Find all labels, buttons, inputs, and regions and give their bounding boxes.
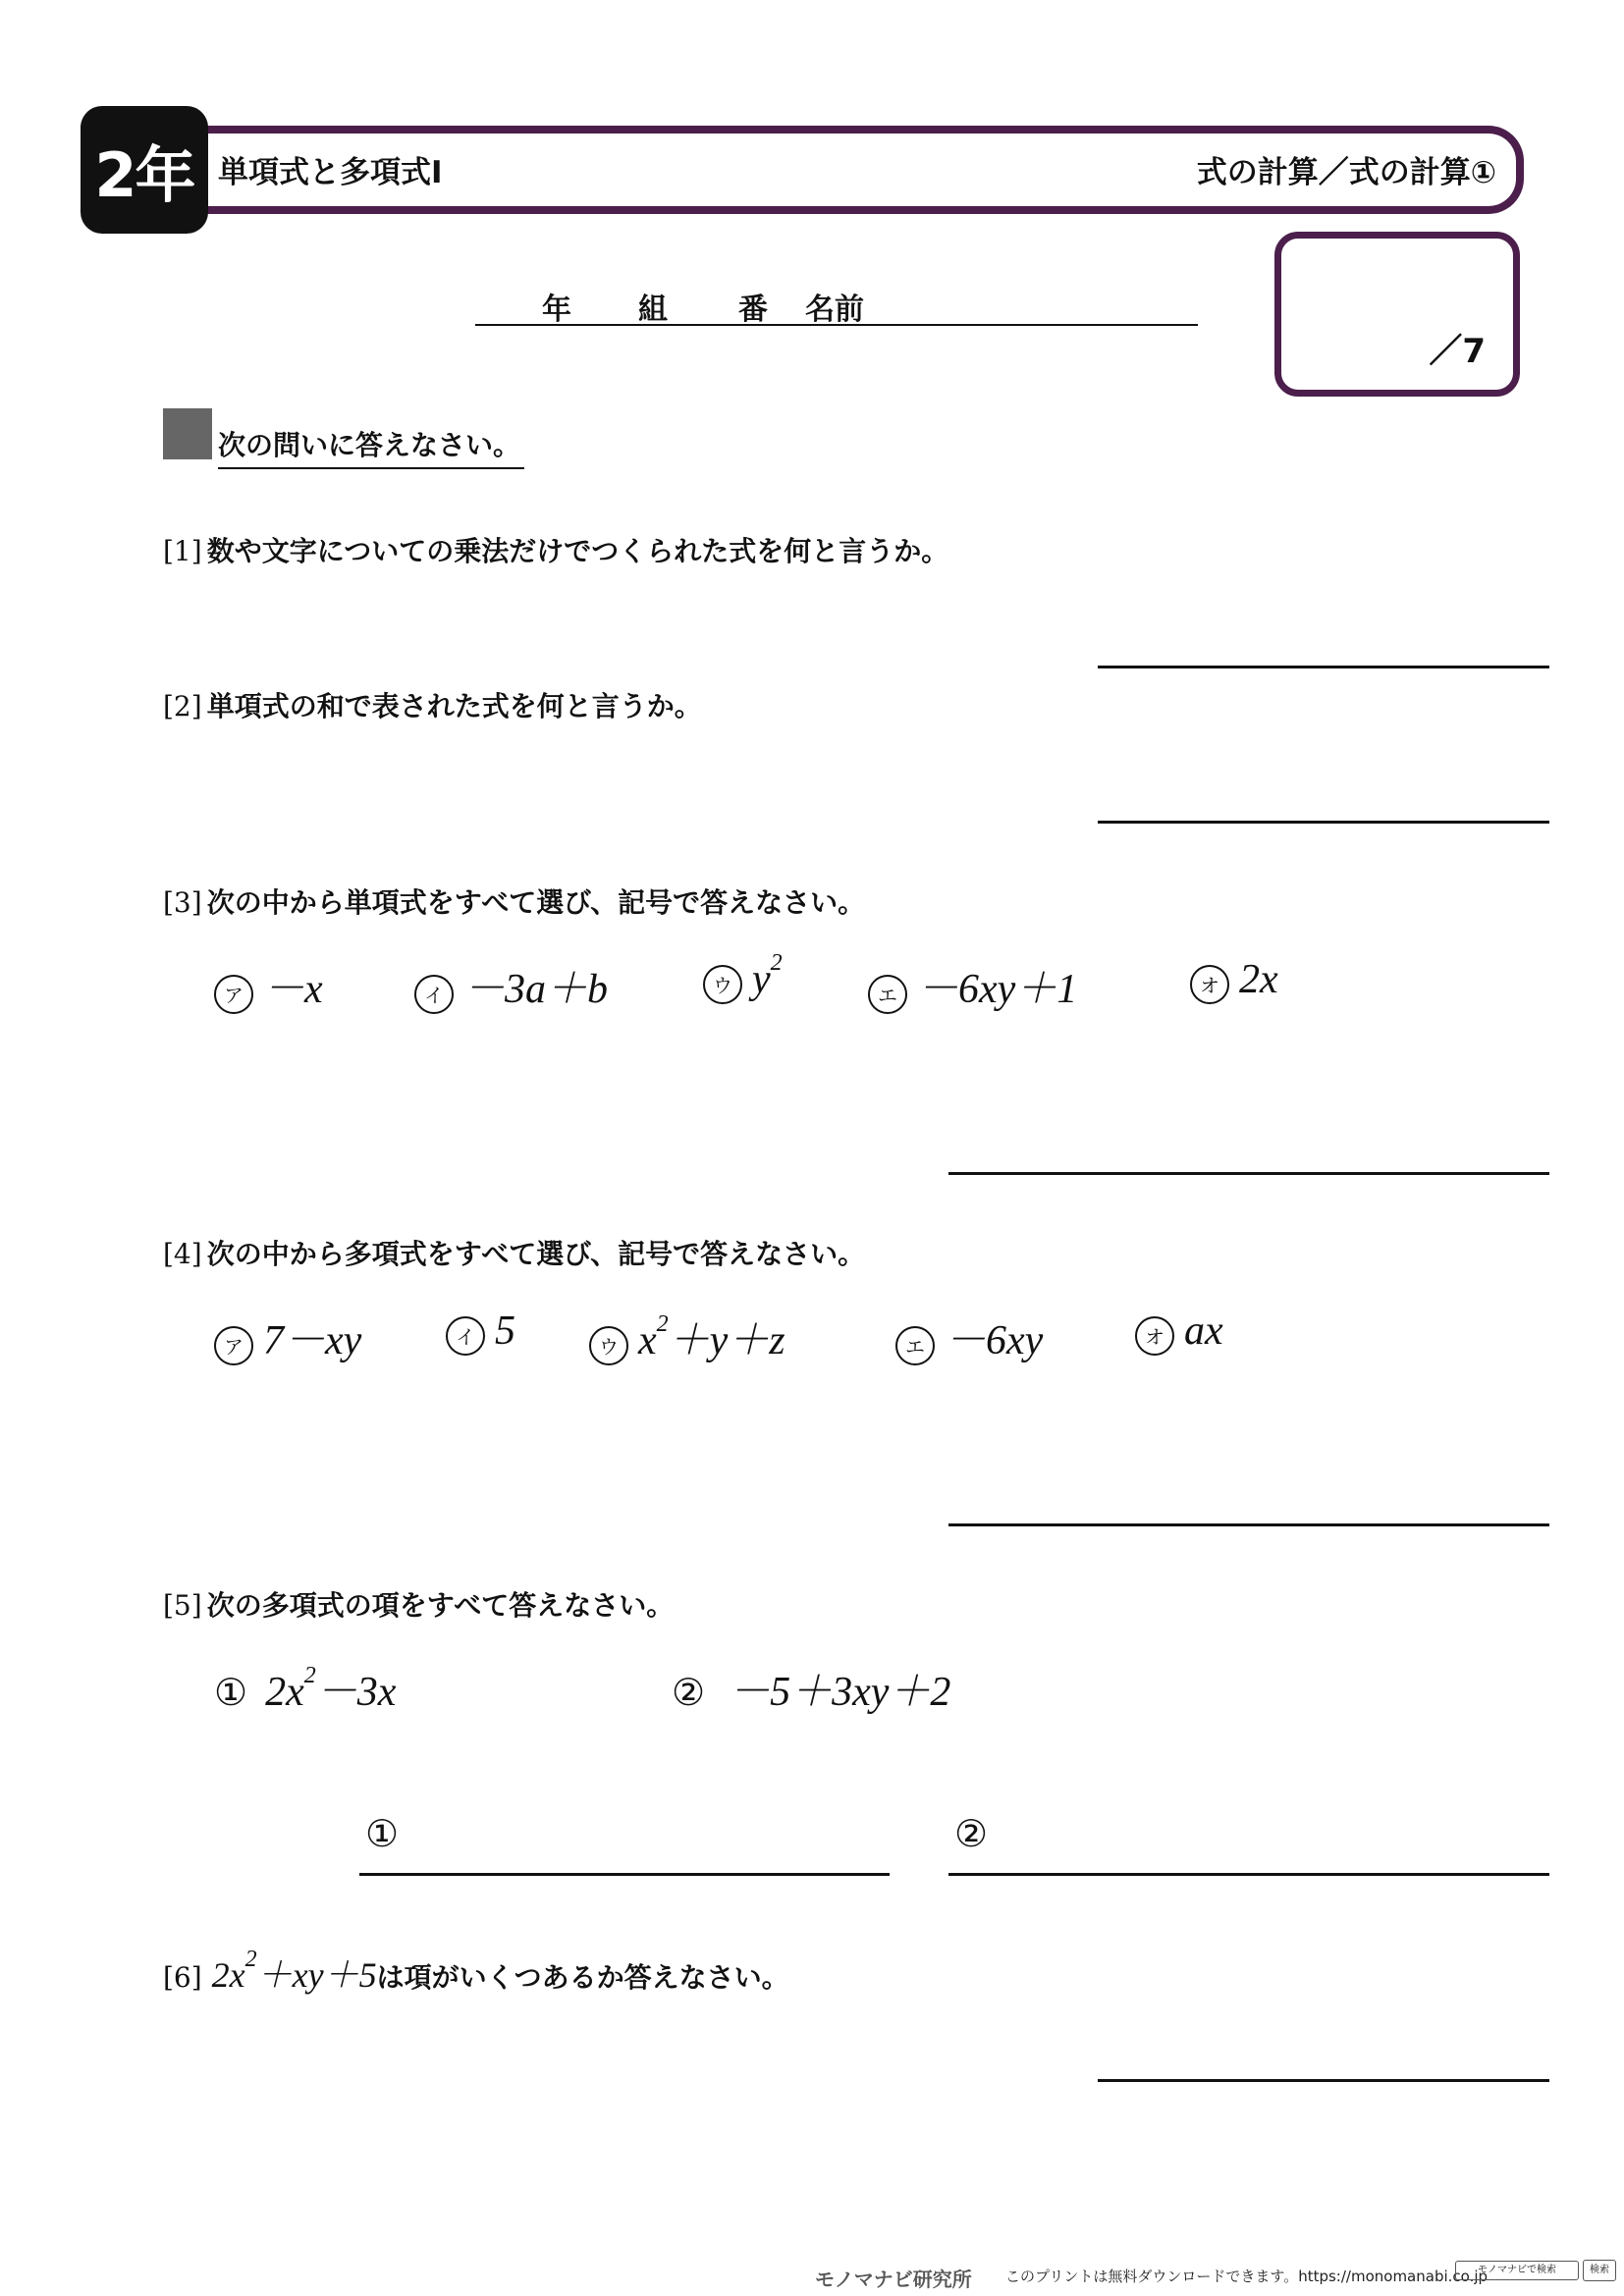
item-rest: －3x [315,1670,397,1715]
item-expr: －5＋3xy＋2 [729,1670,951,1715]
footer-search-box[interactable]: モノマナビで検索 [1455,2261,1579,2280]
q5-item-2 [672,1659,950,1718]
question-5 [163,1584,674,1624]
option-base: x [638,1318,657,1363]
question-text: 次の多項式の項をすべて答えなさい。 [206,1589,675,1622]
score-total: ／7 [1429,332,1486,371]
footer-search-button[interactable]: 検索 [1583,2260,1616,2281]
option-mark: オ [1135,1316,1174,1356]
q3-option-i [414,956,608,1015]
question-2 [163,685,702,724]
expr-base: 2x [211,1955,245,1995]
item-exponent: 2 [303,1663,316,1688]
option-mark: イ [414,975,454,1014]
answer-mark-1: ① [365,1812,400,1855]
option-mark: ウ [589,1326,628,1365]
expr-rest: ＋xy＋5 [256,1955,377,1995]
q4-option-a [214,1308,361,1366]
name-line[interactable] [475,285,1198,326]
option-mark: ア [214,1326,253,1365]
option-mark: ア [214,975,253,1014]
answer-line-4[interactable] [948,1523,1549,1526]
q3-option-e [868,956,1077,1015]
answer-line-1[interactable] [1098,666,1549,668]
expr-exponent: 2 [244,1947,257,1972]
question-4 [163,1233,865,1272]
answer-mark-2: ② [954,1812,989,1855]
grade-badge [81,106,208,234]
number-label: 番 [738,293,768,327]
q3-option-o [1190,956,1278,1004]
unit-title: 単項式と多項式Ⅰ [218,155,443,190]
option-base: y [752,957,771,1002]
item-mark: ② [672,1673,706,1714]
answer-line-5-2[interactable] [948,1873,1549,1876]
option-mark: エ [868,975,907,1014]
option-expr: 2x [1239,957,1278,1002]
answer-line-6[interactable] [1098,2079,1549,2082]
question-text: 次の中から単項式をすべて選び、記号で答えなさい。 [206,886,866,919]
item-base: 2x [265,1670,304,1715]
q3-option-a [214,956,323,1015]
q5-item-1 [214,1659,396,1718]
question-1 [163,530,948,569]
option-mark: イ [446,1316,485,1356]
question-number: [2] [163,690,202,722]
q4-option-e [895,1308,1043,1366]
option-exponent: 2 [770,950,783,976]
grade-label: 2年 [94,138,194,211]
option-expr: －6xy＋1 [917,967,1078,1012]
option-expr: －x [263,967,323,1012]
answer-line-2[interactable] [1098,821,1549,824]
option-exponent: 2 [656,1311,669,1337]
question-number: [5] [163,1589,202,1622]
question-text: 次の中から多項式をすべて選び、記号で答えなさい。 [206,1238,866,1270]
option-mark: オ [1190,965,1229,1004]
footer-logo: モノマナビ研究所 [815,2268,972,2291]
option-expr: －6xy [945,1318,1044,1363]
question-number: [4] [163,1238,202,1270]
question-number: [1] [163,535,202,567]
question-text: 数や文字についての乗法だけでつくられた式を何と言うか。 [206,535,949,567]
question-3 [163,881,865,921]
answer-line-3[interactable] [948,1172,1549,1175]
topic-title: 式の計算／式の計算① [1196,155,1496,190]
year-label: 年 [542,293,571,327]
section-marker [163,408,212,459]
name-label: 名前 [805,293,864,327]
q4-option-o [1135,1308,1223,1356]
question-number: [3] [163,886,202,919]
option-rest: ＋y＋z [668,1318,785,1363]
score-box[interactable] [1274,232,1520,397]
question-text: は項がいくつあるか答えなさい。 [376,1961,789,1994]
q4-option-u [589,1308,785,1366]
q3-option-u [703,950,783,1004]
option-expr: －3a＋b [463,967,609,1012]
class-label: 組 [638,293,668,327]
option-expr: ax [1184,1308,1223,1354]
question-expr [212,1948,377,1998]
option-expr: 7－xy [263,1318,362,1363]
option-mark: エ [895,1326,935,1365]
question-text: 単項式の和で表された式を何と言うか。 [206,690,702,722]
section-title: 次の問いに答えなさい。 [218,424,524,469]
item-mark: ① [214,1673,248,1714]
q4-option-i [446,1308,515,1356]
option-expr: 5 [495,1308,515,1354]
question-6 [163,1948,789,1998]
footer-text: このプリントは無料ダウンロードできます。https://monomanabi.co.jp [1005,2268,1489,2285]
question-number: [6] [163,1961,202,1994]
option-mark: ウ [703,965,742,1004]
answer-line-5-1[interactable] [359,1873,890,1876]
